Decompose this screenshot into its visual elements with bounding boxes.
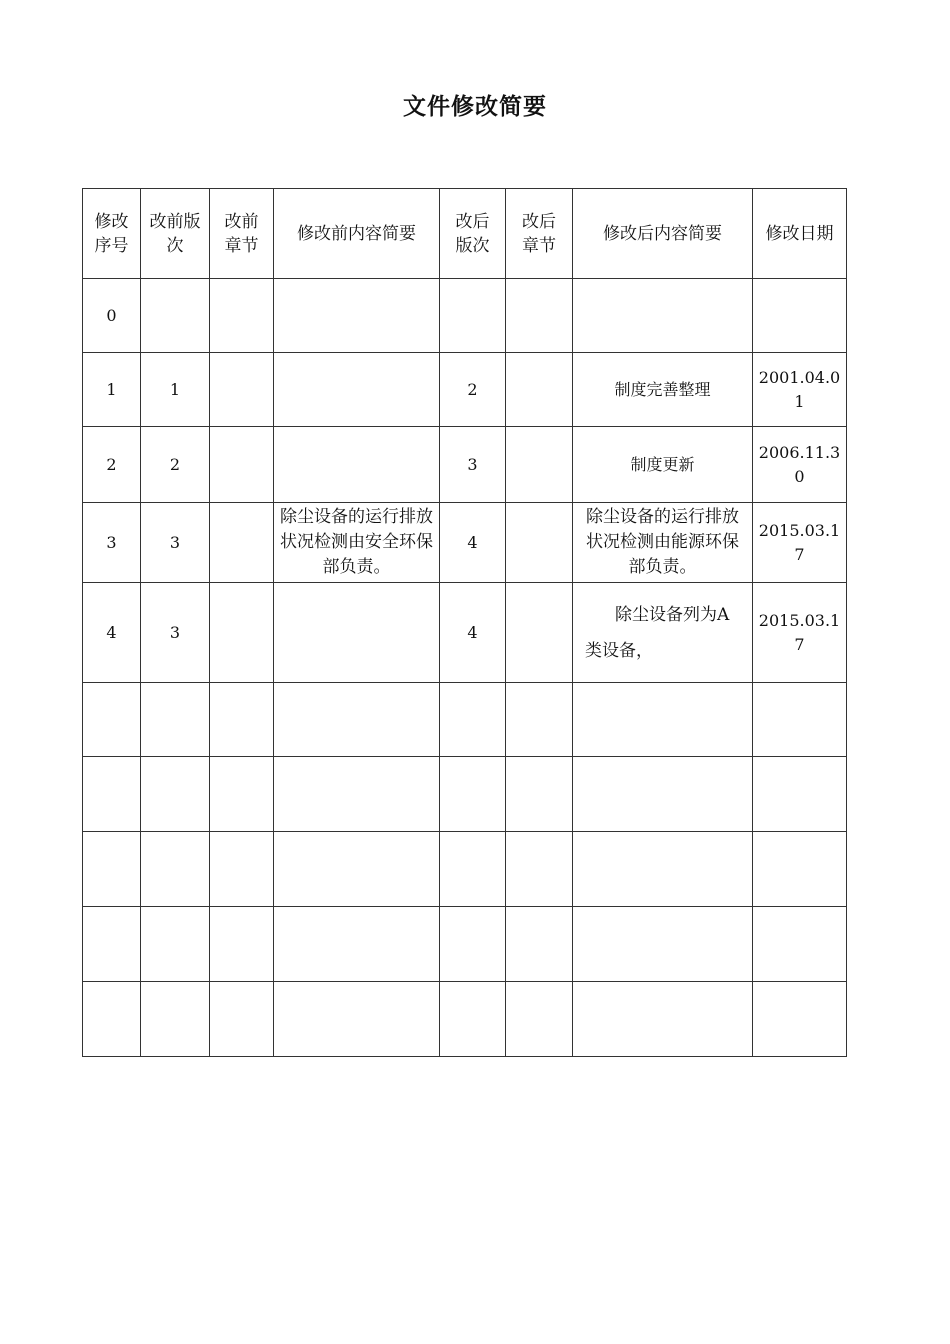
cell-before-content: [274, 279, 440, 353]
cell-after-content: 制度更新: [573, 427, 753, 503]
cell-after-chapter: [506, 353, 573, 427]
table-row: [83, 583, 847, 683]
cell-seq: 1: [83, 353, 141, 427]
cell-seq: 4: [83, 583, 141, 683]
table-row-empty: [83, 757, 847, 832]
cell-before-chapter: [210, 279, 274, 353]
revision-table: [82, 188, 847, 1057]
cell-after-chapter: [506, 583, 573, 683]
empty-cell: [141, 683, 210, 757]
table-row: [83, 427, 847, 503]
cell-after-version: 4: [440, 503, 506, 583]
cell-after-chapter: [506, 427, 573, 503]
cell-seq: 0: [83, 279, 141, 353]
empty-cell: [274, 757, 440, 832]
cell-before-chapter: [210, 503, 274, 583]
cell-before-version: 2: [141, 427, 210, 503]
cell-date: 2006.11.30: [753, 427, 847, 503]
header-after-chapter: 改后章节: [506, 189, 573, 279]
empty-cell: [210, 832, 274, 907]
empty-cell: [83, 907, 141, 982]
cell-after-version: 2: [440, 353, 506, 427]
empty-cell: [274, 683, 440, 757]
empty-cell: [753, 982, 847, 1057]
empty-cell: [573, 757, 753, 832]
header-before-version: 改前版次: [141, 189, 210, 279]
empty-cell: [83, 832, 141, 907]
cell-date: 2001.04.01: [753, 353, 847, 427]
cell-date: [753, 279, 847, 353]
empty-cell: [210, 757, 274, 832]
cell-before-chapter: [210, 583, 274, 683]
empty-cell: [753, 757, 847, 832]
cell-before-content: [274, 427, 440, 503]
empty-cell: [753, 683, 847, 757]
cell-after-content: 除尘设备的运行排放状况检测由能源环保部负责。: [573, 503, 753, 583]
cell-before-chapter: [210, 353, 274, 427]
table-row: [83, 503, 847, 583]
table-row-empty: [83, 907, 847, 982]
document-title: 文件修改简要: [403, 94, 547, 120]
cell-after-content: 制度完善整理: [573, 353, 753, 427]
empty-cell: [141, 982, 210, 1057]
empty-cell: [83, 683, 141, 757]
cell-before-chapter: [210, 427, 274, 503]
cell-seq: 3: [83, 503, 141, 583]
cell-after-chapter: [506, 503, 573, 583]
cell-before-version: 3: [141, 583, 210, 683]
empty-cell: [83, 757, 141, 832]
empty-cell: [83, 982, 141, 1057]
cell-after-version: [440, 279, 506, 353]
cell-before-version: [141, 279, 210, 353]
empty-cell: [573, 982, 753, 1057]
empty-cell: [440, 907, 506, 982]
empty-cell: [573, 683, 753, 757]
cell-after-version: 3: [440, 427, 506, 503]
empty-cell: [506, 757, 573, 832]
empty-cell: [573, 832, 753, 907]
empty-cell: [440, 982, 506, 1057]
cell-date: 2015.03.17: [753, 583, 847, 683]
header-before-content: 修改前内容简要: [274, 189, 440, 279]
table-row-empty: [83, 832, 847, 907]
cell-seq: 2: [83, 427, 141, 503]
header-after-content: 修改后内容简要: [573, 189, 753, 279]
cell-before-version: 1: [141, 353, 210, 427]
empty-cell: [141, 907, 210, 982]
cell-after-content: [573, 279, 753, 353]
empty-cell: [573, 907, 753, 982]
cell-after-content: 除尘设备列为A类设备，: [573, 583, 753, 683]
header-row: [83, 189, 847, 279]
empty-cell: [506, 683, 573, 757]
empty-cell: [141, 832, 210, 907]
cell-after-chapter: [506, 279, 573, 353]
empty-cell: [210, 907, 274, 982]
empty-cell: [210, 683, 274, 757]
empty-cell: [506, 982, 573, 1057]
empty-cell: [274, 982, 440, 1057]
empty-cell: [506, 907, 573, 982]
cell-date: 2015.03.17: [753, 503, 847, 583]
empty-cell: [274, 832, 440, 907]
table-row: [83, 279, 847, 353]
cell-before-content: 除尘设备的运行排放状况检测由安全环保部负责。: [274, 503, 440, 583]
empty-cell: [440, 683, 506, 757]
empty-cell: [506, 832, 573, 907]
cell-before-content: [274, 353, 440, 427]
empty-cell: [753, 907, 847, 982]
header-before-chapter: 改前章节: [210, 189, 274, 279]
table-row-empty: [83, 683, 847, 757]
empty-cell: [274, 907, 440, 982]
table-row-empty: [83, 982, 847, 1057]
table-row: [83, 353, 847, 427]
header-after-version: 改后版次: [440, 189, 506, 279]
empty-cell: [753, 832, 847, 907]
empty-cell: [440, 832, 506, 907]
empty-cell: [141, 757, 210, 832]
cell-before-version: 3: [141, 503, 210, 583]
cell-before-content: [274, 583, 440, 683]
cell-after-version: 4: [440, 583, 506, 683]
header-date: 修改日期: [753, 189, 847, 279]
empty-cell: [210, 982, 274, 1057]
empty-cell: [440, 757, 506, 832]
header-seq: 修改序号: [83, 189, 141, 279]
